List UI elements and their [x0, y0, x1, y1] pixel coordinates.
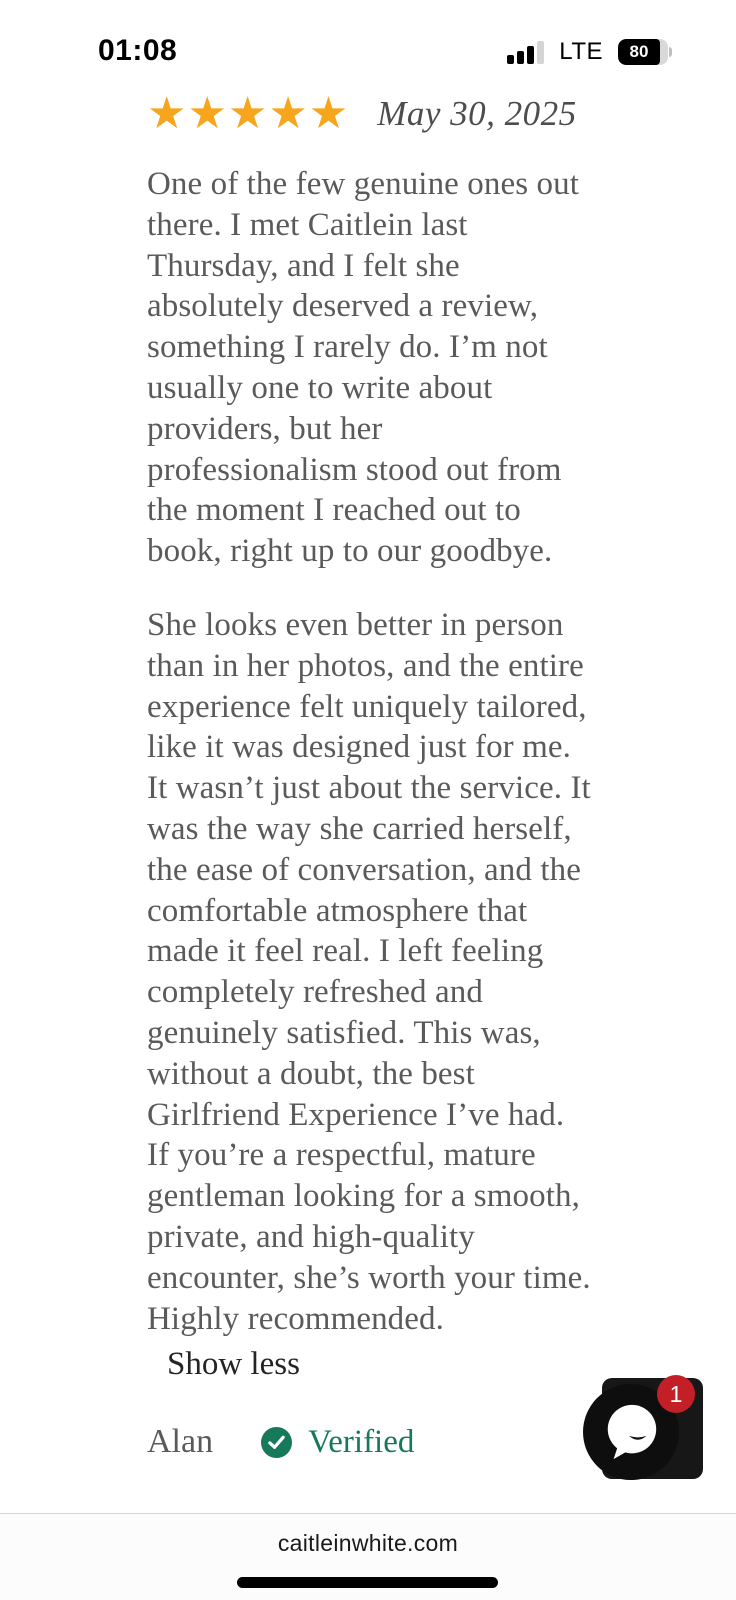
- status-icons: [507, 36, 672, 68]
- verified-label: Verified: [308, 1423, 415, 1460]
- review-author-row: [147, 1423, 592, 1461]
- verified-badge: [261, 1424, 414, 1461]
- battery-percent: 80: [629, 42, 649, 61]
- review-paragraph-1: One of the few genuine ones out there. I met Caitlein last Thursday, and I felt she absolutely deserved a review, something I rarely do. I’m not usually one to write about providers, but her professionalism stood out from the moment I reached out to book, right up to our goodbye.: [147, 166, 579, 570]
- show-less-link[interactable]: Show less: [167, 1346, 300, 1383]
- verified-check-icon: [261, 1427, 292, 1458]
- status-time: 01:08: [98, 34, 178, 67]
- review-date: May 30, 2025: [377, 94, 577, 133]
- home-indicator[interactable]: [237, 1577, 498, 1588]
- status-bar: [0, 30, 736, 76]
- cellular-signal-icon: [507, 41, 544, 64]
- carrier-label: LTE: [559, 38, 603, 65]
- address-bar[interactable]: caitleinwhite.com: [277, 1530, 459, 1556]
- reviewer-name: Alan: [147, 1423, 214, 1461]
- star-rating-icon: ★★★★★: [147, 88, 350, 139]
- review-card: [147, 88, 592, 1461]
- review-header: [147, 88, 592, 140]
- chat-widget-button[interactable]: [583, 1375, 705, 1482]
- battery-icon: [618, 39, 672, 65]
- review-paragraph-2: She looks even better in person than in her photos, and the entire experience felt uniquely tailored, like it was designed just for me. It wasn’t just about the service. It was the way she carried herself, the ease of conversation, and the comfortable atmosphere that made it feel real. I left feeling completely refreshed and genuinely satisfied. This was, without a doubt, the best Girlfriend Experience I’ve had. If you’re a respectful, mature gentleman looking for a smooth, private, and high-quality encounter, she’s worth your time. Highly recommended.: [147, 606, 591, 1337]
- chat-notification-badge: 1: [657, 1375, 695, 1413]
- safari-bottom-bar: [0, 1513, 736, 1600]
